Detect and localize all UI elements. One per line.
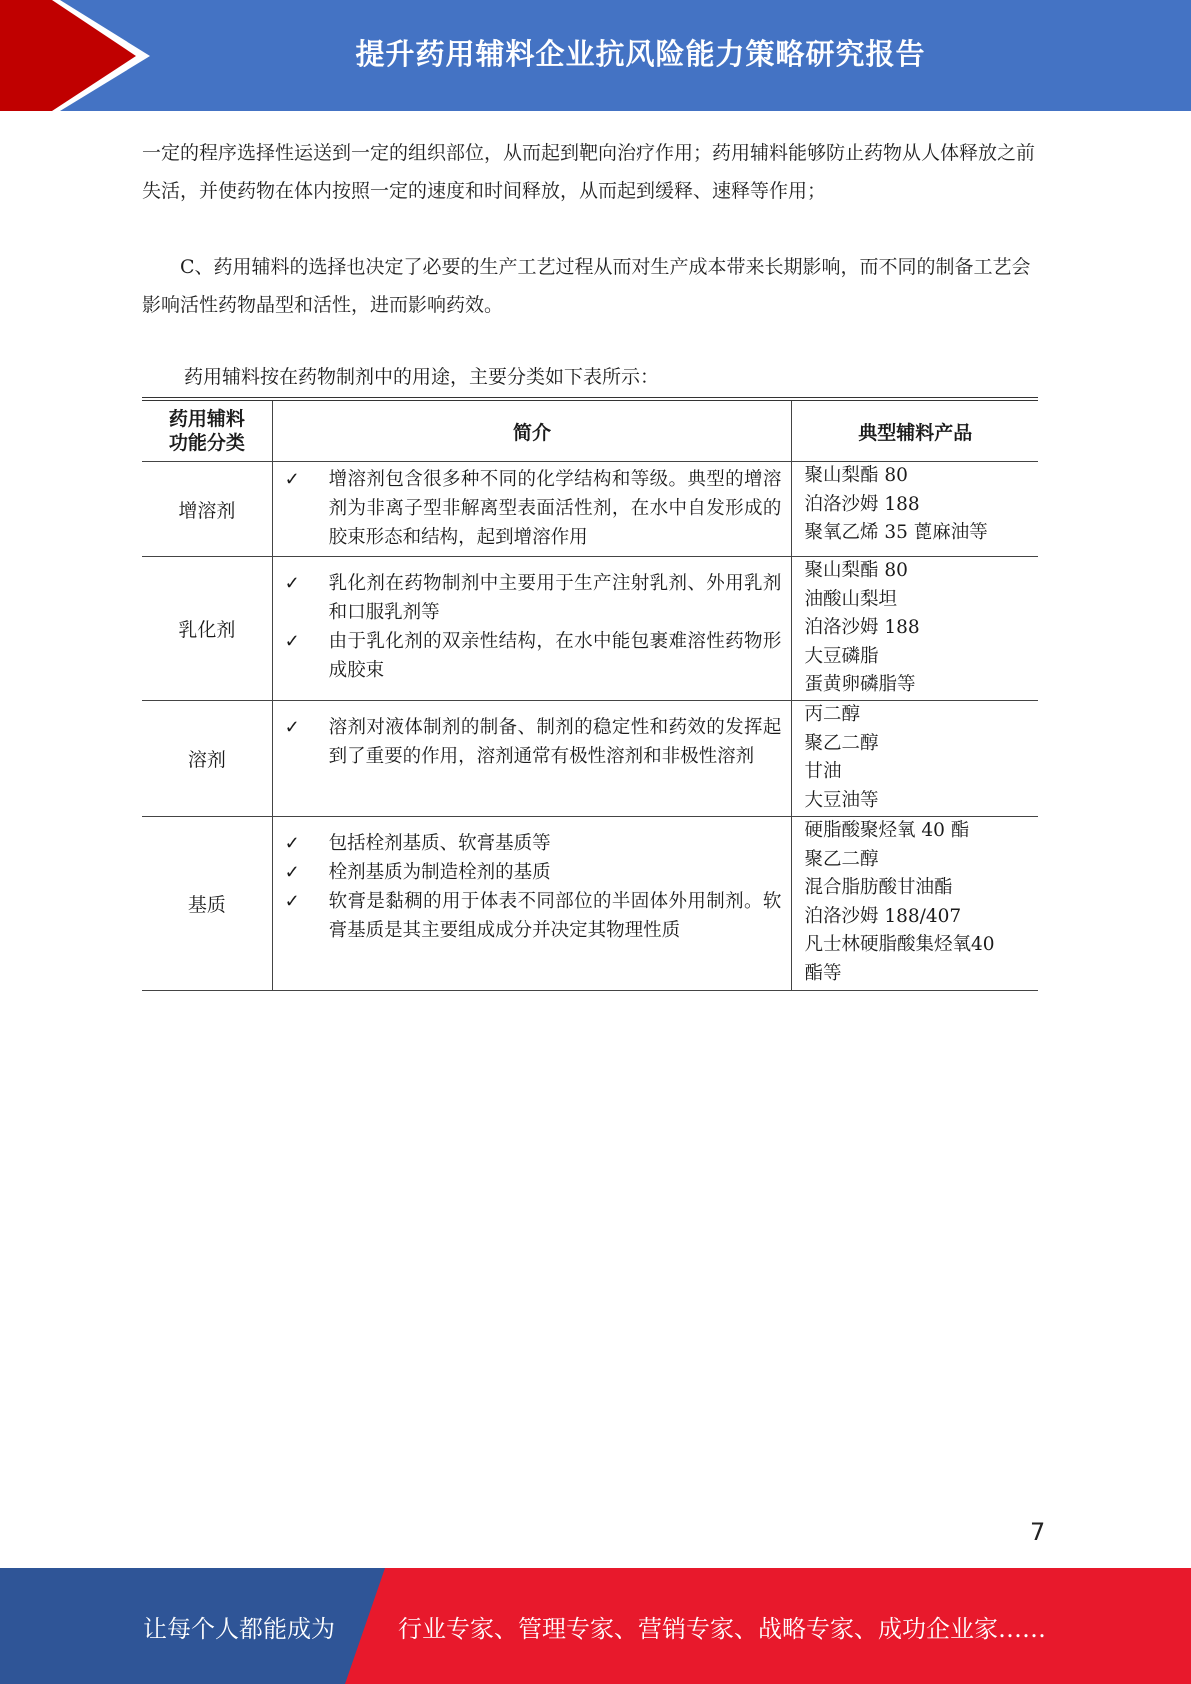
table-intro: 药用辅料按在药物制剂中的用途，主要分类如下表所示：: [184, 366, 660, 388]
paragraph-targeted-release: 一定的程序选择性运送到一定的组织部位，从而起到靶向治疗作用；药用辅料能够防止药物从人体释放之前失活，并使药物在体内按照一定的速度和时间释放，从而起到缓释、速释等作用；: [142, 142, 1036, 202]
products-cell: [792, 701, 1038, 817]
check-icon: ✓: [284, 891, 300, 912]
header-function-category: [142, 399, 272, 462]
bullet-item: ✓ 溶剂对液体制剂的制备、制剂的稳定性和药效的发挥起到了重要的作用，溶剂通常有极性溶剂和非极性溶剂: [285, 713, 782, 771]
category-cell: 增溶剂: [142, 462, 272, 557]
footer-slogan-left: 让每个人都能成为: [143, 1614, 335, 1643]
check-icon: ✓: [284, 573, 300, 594]
footer-banner: [0, 1568, 1191, 1684]
product-item: 聚山梨酯 80: [804, 560, 908, 581]
products-cell: [792, 817, 1038, 991]
table-row-solubilizer: [142, 462, 1038, 557]
category-cell: 基质: [142, 817, 272, 991]
bullet-item: ✓ 增溶剂包含很多种不同的化学结构和等级。典型的增溶剂为非离子型非解离型表面活性剂，在水中自发形成的胶束形态和结构，起到增溶作用: [285, 465, 782, 552]
report-title: 提升药用辅料企业抗风险能力策略研究报告: [355, 37, 926, 71]
product-item: 聚氧乙烯 35 蓖麻油等: [804, 522, 988, 543]
check-icon: ✓: [284, 862, 300, 883]
description-cell: [272, 462, 792, 557]
description-cell: [272, 817, 792, 991]
product-item: 蛋黄卵磷脂等: [804, 674, 916, 695]
product-item: 酯等: [804, 962, 842, 984]
product-item: 聚乙二醇: [804, 848, 879, 870]
category-cell: 溶剂: [142, 701, 272, 817]
bullet-item: ✓ 由于乳化剂的双亲性结构，在水中能包裹难溶性药物形成胶束: [285, 627, 782, 685]
header-typical-products: 典型辅料产品: [792, 399, 1038, 462]
paragraph-production-process: C、药用辅料的选择也决定了必要的生产工艺过程从而对生产成本带来长期影响，而不同的制备工艺会影响活性药物晶型和活性，进而影响药效。: [142, 256, 1031, 316]
table-row-emulsifier: [142, 557, 1038, 701]
products-cell: [792, 557, 1038, 701]
header-col1-line1: 药用辅料: [168, 408, 245, 430]
excipient-classification-table: [142, 397, 1038, 991]
bullet-item: ✓ 软膏是黏稠的用于体表不同部位的半固体外用制剂。软膏基质是其主要组成成分并决定其物理性质: [285, 887, 782, 945]
header-arrow-shape: [0, 0, 160, 111]
product-item: 泊洛沙姆 188: [804, 617, 920, 638]
product-item: 泊洛沙姆 188/407: [804, 905, 962, 927]
product-item: 甘油: [804, 761, 842, 782]
table-row-solvent: [142, 701, 1038, 817]
product-item: 油酸山梨坦: [804, 588, 897, 610]
description-cell: [272, 701, 792, 817]
page-number: 7: [1030, 1518, 1046, 1546]
header-col1-line2: 功能分类: [168, 432, 245, 454]
check-icon: ✓: [284, 833, 300, 854]
check-icon: ✓: [284, 631, 300, 652]
table-row-base: [142, 817, 1038, 991]
bullet-item: ✓ 包括栓剂基质、软膏基质等: [285, 829, 782, 858]
description-cell: [272, 557, 792, 701]
product-item: 凡士林硬脂酸集烃氧40: [804, 934, 995, 955]
product-item: 大豆磷脂: [804, 645, 879, 667]
product-item: 泊洛沙姆 188: [804, 493, 920, 515]
product-item: 混合脂肪酸甘油酯: [804, 877, 953, 898]
product-item: 聚山梨酯 80: [804, 465, 908, 486]
product-item: 聚乙二醇: [804, 732, 879, 754]
check-icon: ✓: [284, 717, 300, 738]
header-description: 简介: [272, 399, 792, 462]
bullet-item: ✓ 栓剂基质为制造栓剂的基质: [285, 858, 782, 887]
category-cell: 乳化剂: [142, 557, 272, 701]
header-banner: [0, 0, 1191, 111]
bullet-item: ✓ 乳化剂在药物制剂中主要用于生产注射乳剂、外用乳剂和口服乳剂等: [285, 569, 782, 627]
product-item: 大豆油等: [804, 789, 879, 811]
product-item: 丙二醇: [804, 704, 860, 725]
check-icon: ✓: [284, 469, 300, 490]
product-item: 硬脂酸聚烃氧 40 酯: [804, 820, 970, 841]
footer-slogan-right: 行业专家、管理专家、营销专家、战略专家、成功企业家……: [398, 1614, 1046, 1643]
table-header-row: [142, 399, 1038, 462]
products-cell: [792, 462, 1038, 557]
